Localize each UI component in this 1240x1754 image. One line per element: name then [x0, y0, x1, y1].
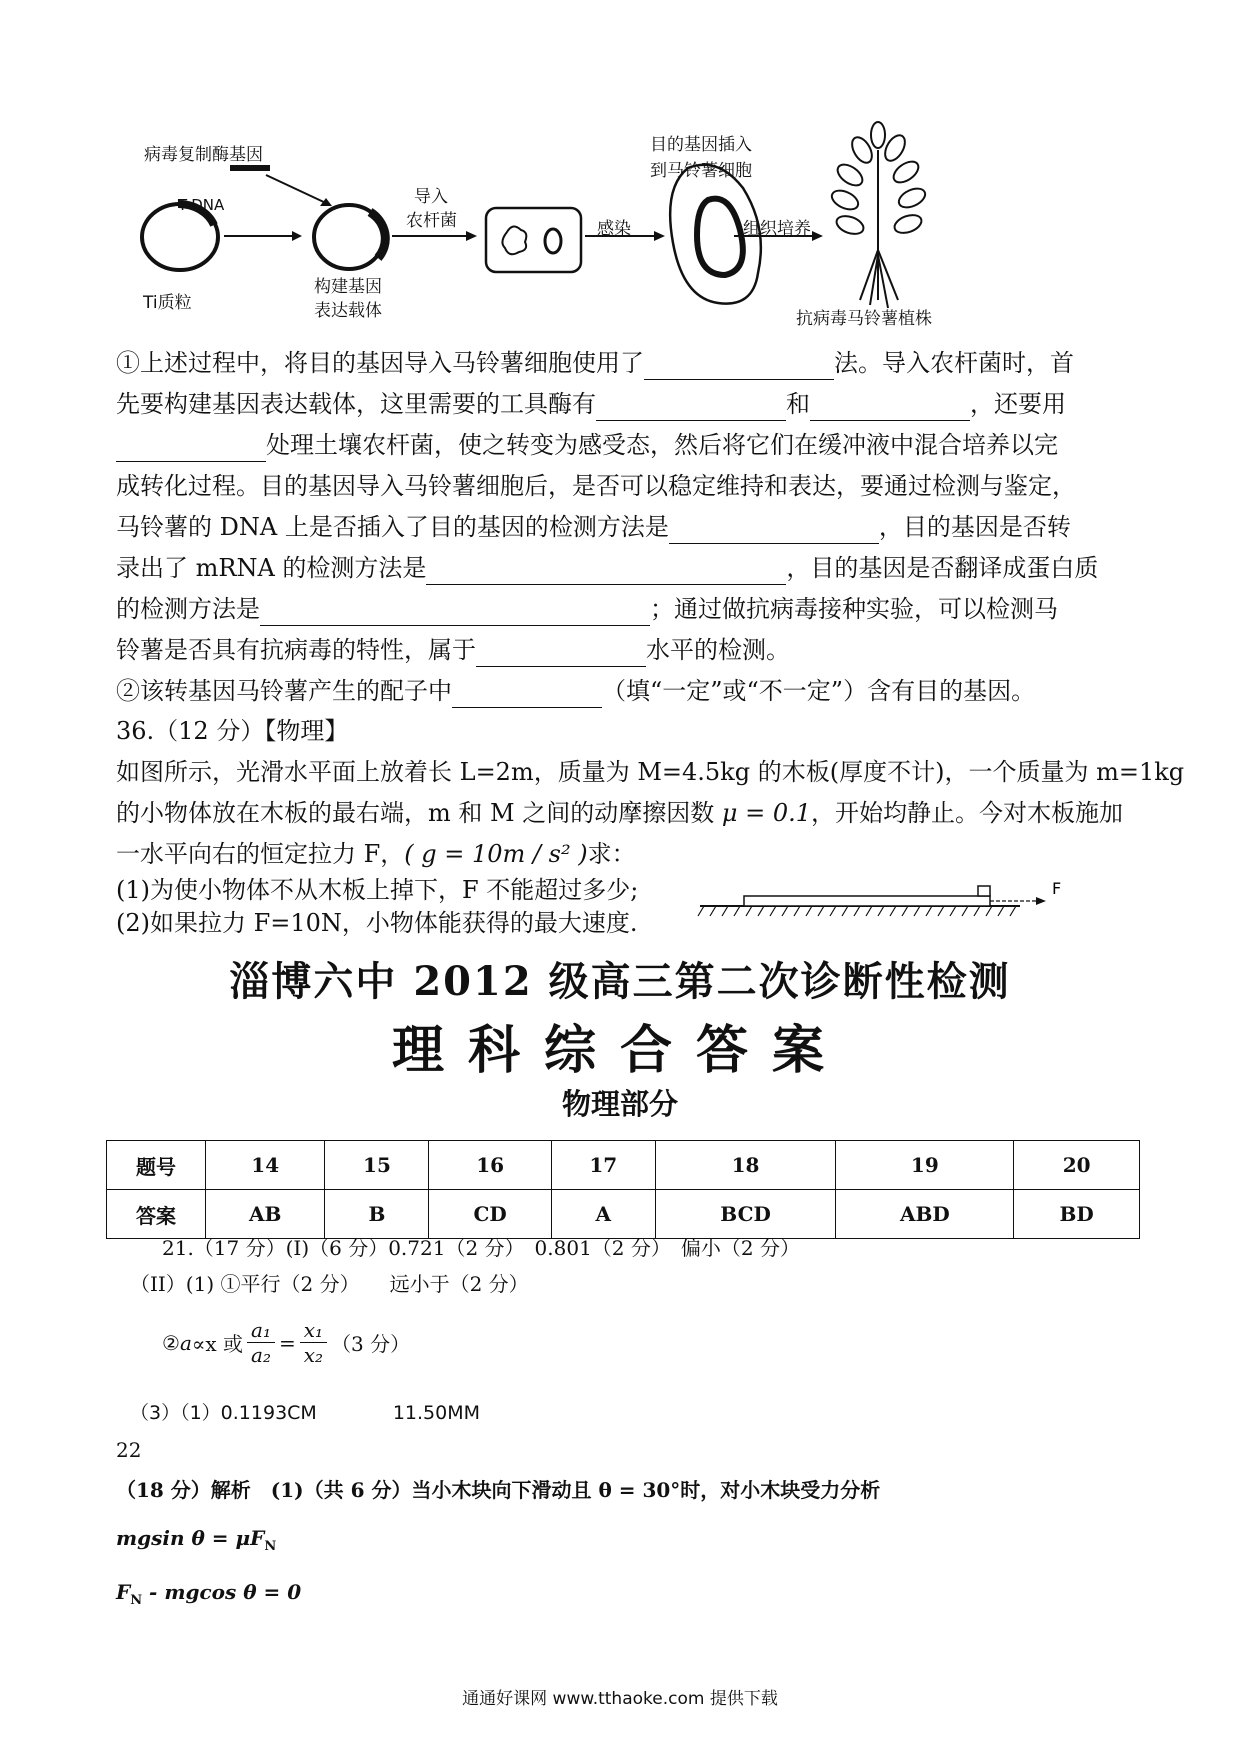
fraction-num: a₁: [247, 1318, 275, 1343]
q36-subq-1: (1)为使小物体不从木板上掉下，F 不能超过多少;: [116, 876, 639, 904]
table-cell: BCD: [655, 1190, 836, 1239]
bio-line-7: [116, 592, 1126, 626]
bio-line-6: [116, 551, 1126, 585]
bio-text: 水平的检测。: [646, 636, 790, 664]
bio-text: 先要构建基因表达载体，这里需要的工具酶有: [116, 390, 596, 418]
formula-text: ∝x 或: [191, 1332, 244, 1356]
label-insert-2: 到马铃薯细胞: [650, 161, 752, 181]
g-expression: ( g = 10m / s² ): [404, 840, 588, 868]
fraction-den: x₂: [303, 1343, 324, 1367]
q36-line-1: 如图所示，光滑水平面上放着长 L=2m，质量为 M=4.5kg 的木板(厚度不计)，一个质量为 m=1kg: [116, 758, 1185, 786]
page-footer: 通通好课网 www.tthaoke.com 提供下载: [462, 1689, 778, 1709]
q36-header: 36.（12 分）【物理】: [116, 717, 349, 745]
answer-22-eq2: [116, 1580, 301, 1608]
small-block: [978, 886, 990, 896]
equation-text: F: [116, 1580, 131, 1604]
formula-text: =: [279, 1330, 296, 1355]
force-label: F: [1052, 879, 1062, 898]
equation-text: mgsin θ = μF: [116, 1526, 265, 1550]
table-cell: CD: [429, 1190, 551, 1239]
answer-blank: [260, 599, 650, 626]
label-infect: 感染: [597, 219, 631, 239]
label-tdna: T-DNA: [178, 196, 225, 214]
formula-var: a: [179, 1330, 192, 1355]
virus-gene-fragment: [230, 165, 270, 171]
label-virus-gene: 病毒复制酶基因: [144, 145, 263, 165]
q36-line-3: [116, 837, 1126, 871]
q36-text: 一水平向右的恒定拉力 F，: [116, 840, 405, 868]
table-cell: ABD: [836, 1190, 1014, 1239]
label-construct-2: 表达载体: [314, 301, 382, 321]
bio-line-2: [116, 387, 1126, 421]
q36-text: ，开始均静止。今对木板施加: [811, 799, 1123, 827]
table-cell: A: [551, 1190, 655, 1239]
potato-plant: [829, 122, 928, 308]
bio-text: 马铃薯的 DNA 上是否插入了目的基因的检测方法是: [116, 513, 669, 541]
bio-text: 和: [786, 390, 810, 418]
bio-text: ；通过做抗病毒接种实验，可以检测马: [650, 595, 1058, 623]
table-cell: 题号: [107, 1141, 206, 1190]
bio-text: 的检测方法是: [116, 595, 260, 623]
wooden-board: [744, 896, 990, 906]
q36-subq-2: (2)如果拉力 F=10N，小物体能获得的最大速度.: [116, 909, 638, 937]
bio-text: ①上述过程中，将目的基因导入马铃薯细胞使用了: [116, 349, 644, 377]
formula-text: （3 分）: [331, 1332, 411, 1356]
label-ti-plasmid: Ti质粒: [143, 293, 192, 313]
formula-text: ②: [162, 1330, 180, 1355]
bio-line-9: [116, 674, 1126, 708]
table-cell: 15: [325, 1141, 429, 1190]
bio-line-5: [116, 510, 1126, 544]
answer-22-header: （18 分）解析 (1)（共 6 分）当小木块向下滑动且 θ = 30°时，对小木块受力分析: [116, 1478, 881, 1502]
answer-blank: [426, 558, 786, 585]
answer-21-3: （3）（1）0.1193CM 11.50MM: [130, 1402, 480, 1424]
answer-blank: [452, 681, 602, 708]
label-plant: 抗病毒马铃薯植株: [796, 309, 932, 329]
fraction-a: [247, 1318, 275, 1367]
answer-blank: [116, 435, 266, 462]
table-cell: 19: [836, 1141, 1014, 1190]
fraction-num: x₁: [300, 1318, 327, 1343]
answer-21-ii: （II）(1) ①平行（2 分） 远小于（2 分）: [130, 1272, 529, 1296]
answer-blank: [476, 640, 646, 667]
bio-line-3: [116, 428, 1126, 462]
answer-table: [106, 1140, 1140, 1239]
table-cell: BD: [1014, 1190, 1140, 1239]
bio-text: 处理土壤农杆菌，使之转变为感受态，然后将它们在缓冲液中混合培养以完: [266, 431, 1058, 459]
bio-text: 成转化过程。目的基因导入马铃薯细胞后，是否可以稳定维持和表达，要通过检测与鉴定，: [116, 472, 1076, 500]
board-figure: [690, 872, 1090, 922]
arrow-gene-to-construct: [266, 175, 328, 204]
equation-text: - mgcos θ = 0: [142, 1580, 302, 1604]
table-cell: 答案: [107, 1190, 206, 1239]
bio-text: 法。导入农杆菌时，首: [834, 349, 1074, 377]
table-cell: 18: [655, 1141, 836, 1190]
table-cell: AB: [206, 1190, 325, 1239]
bio-text: ，目的基因是否转: [878, 513, 1071, 541]
bio-line-1: [116, 346, 1126, 380]
bio-text: 录出了 mRNA 的检测方法是: [116, 554, 427, 582]
table-cell: 16: [429, 1141, 551, 1190]
section-title: 物理部分: [561, 1087, 678, 1121]
label-import-1: 导入: [414, 187, 448, 207]
table-cell: 20: [1014, 1141, 1140, 1190]
answer-blank: [669, 517, 879, 544]
equation-subscript: N: [130, 1593, 143, 1608]
agrobacterium-box: [486, 208, 581, 272]
bio-line-8: [116, 633, 1126, 667]
table-cell: 14: [206, 1141, 325, 1190]
table-cell: 17: [551, 1141, 655, 1190]
label-insert-1: 目的基因插入: [650, 135, 752, 155]
q36-line-2: [116, 796, 1126, 830]
bio-text: 铃薯是否具有抗病毒的特性，属于: [116, 636, 476, 664]
table-cell: B: [325, 1190, 429, 1239]
q36-text: 的小物体放在木板的最右端，m 和 M 之间的动摩擦因数: [116, 799, 715, 827]
label-culture: 组织培养: [743, 219, 811, 239]
label-import-2: 农杆菌: [406, 211, 457, 231]
equation-subscript: N: [264, 1539, 277, 1554]
q36-text: 求：: [587, 840, 636, 868]
fraction-x: [300, 1318, 327, 1367]
table-row: [107, 1141, 1140, 1190]
bio-text: ，还要用: [970, 390, 1066, 418]
answer-21-formula: [162, 1318, 410, 1367]
bio-text: ②该转基因马铃薯产生的配子中: [116, 677, 452, 705]
answer-21: 21.（17 分）(I)（6 分）0.721（2 分） 0.801（2 分） 偏小（2 分）: [162, 1236, 800, 1260]
answer-22-number: 22: [116, 1438, 142, 1462]
answer-22-eq1: [116, 1526, 276, 1554]
fraction-den: a₂: [251, 1343, 271, 1367]
bio-text: ，目的基因是否翻译成蛋白质: [786, 554, 1099, 582]
mu-expression: μ = 0.1: [721, 799, 811, 827]
answer-blank: [810, 394, 970, 421]
exam-title: 淄博六中 2012 级高三第二次诊断性检测: [229, 958, 1011, 1005]
ground-hatch: [698, 906, 1016, 916]
answer-blank: [596, 394, 786, 421]
answer-title: 理科综合答案: [391, 1020, 848, 1081]
bio-line-4: [116, 469, 1126, 503]
bio-text: （填“一定”或“不一定”）含有目的基因。: [602, 677, 1036, 705]
label-construct-1: 构建基因: [314, 277, 382, 297]
answer-blank: [644, 353, 834, 380]
